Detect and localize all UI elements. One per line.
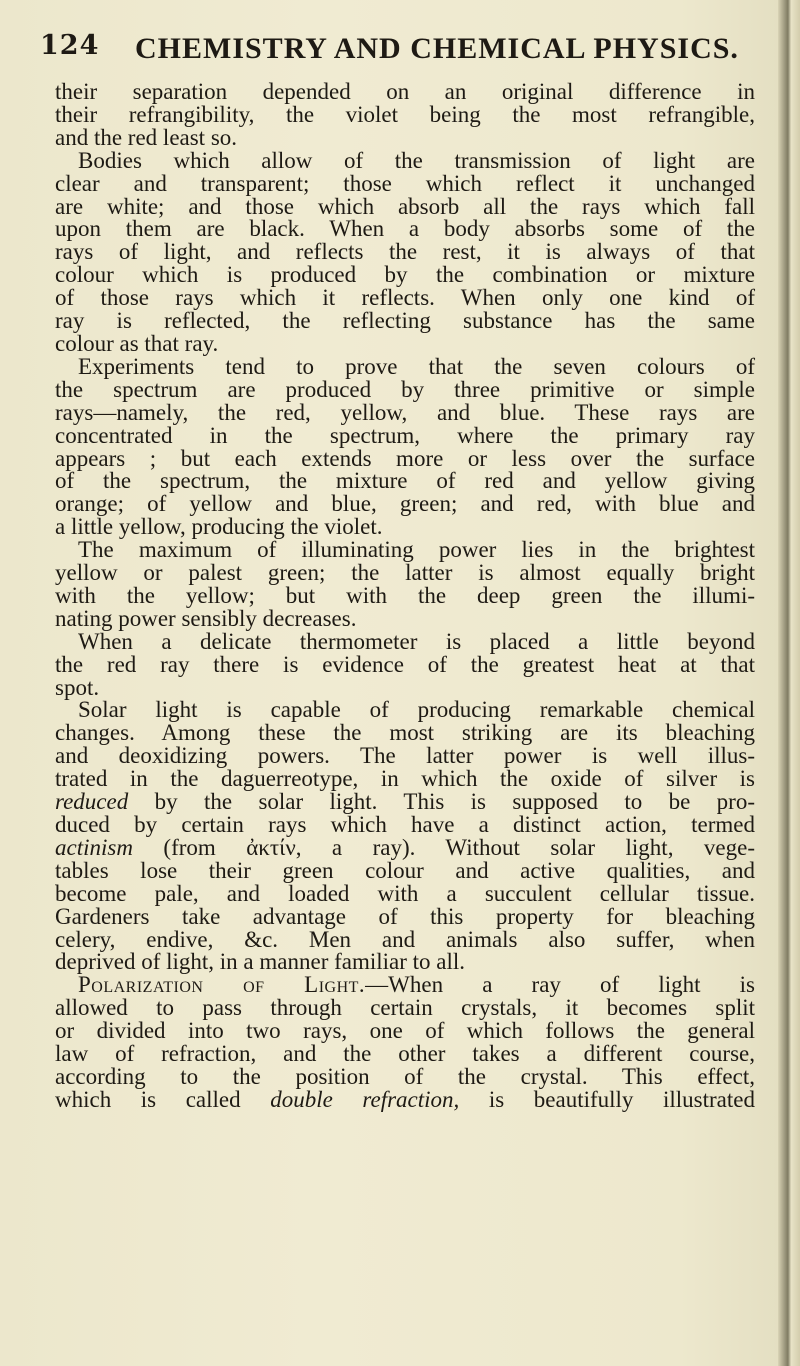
text-line: allowed to pass through certain crystals, it becomes split (55, 995, 755, 1021)
text-line: Bodies which allow of the transmission of light are (78, 147, 755, 173)
text-line: law of refraction, and the other takes a different course, (55, 1041, 755, 1067)
text-line: according to the position of the crystal. This effect, (55, 1063, 755, 1089)
text-line: become pale, and loaded with a succulent cellular tissue. (55, 880, 755, 906)
text-line: orange; of yellow and blue, green; and red, with blue and (55, 491, 755, 517)
text-line: Gardeners take advantage of this property for bleaching (55, 903, 755, 929)
running-title: CHEMISTRY AND CHEMICAL PHYSICS. (135, 32, 739, 65)
text-line: which is called double refraction, is beautifully illustrated (55, 1086, 755, 1112)
text-line: their refrangibility, the violet being the most refrangible, (55, 101, 755, 127)
text-line: their separation depended on an original difference in (55, 79, 755, 104)
text-line: yellow or palest green; the latter is almost equally bright (55, 560, 755, 586)
text-line: of the spectrum, the mixture of red and yellow giving (55, 468, 755, 494)
text-line: changes. Among these the most striking are its bleaching (55, 720, 755, 746)
page-number: 124 (40, 30, 100, 61)
text-line: tables lose their green colour and active qualities, and (55, 857, 755, 883)
italic-term: reduced (55, 789, 129, 815)
text-line: a little yellow, producing the violet. (55, 514, 383, 540)
text-line: ray is reflected, the reflecting substance has the same (55, 308, 755, 334)
text-line: nating power sensibly decreases. (55, 605, 357, 631)
text-line: reduced by the solar light. This is supposed to be pro- (55, 789, 755, 815)
text-line: Solar light is capable of producing remarkable chemical (78, 697, 755, 723)
text-line: the red ray there is evidence of the greatest heat at that (55, 651, 755, 677)
text-line: and deoxidizing powers. The latter power is well illus- (55, 743, 755, 769)
body-text (55, 81, 755, 1112)
text-line: Polarization of Light.—When a ray of light is (78, 972, 755, 998)
running-header (40, 30, 740, 74)
text-line: spot. (55, 674, 100, 700)
text-line: the spectrum are produced by three primitive or simple (55, 376, 755, 402)
text-line: rays of light, and reflects the rest, it is always of that (55, 239, 755, 265)
text-line: rays—namely, the red, yellow, and blue. These rays are (55, 399, 755, 425)
italic-term: double refraction, (270, 1086, 460, 1112)
text-line: actinism (from ἀκτίν, a ray). Without solar light, vege- (55, 834, 755, 860)
section-heading: Polarization of Light. (78, 972, 366, 998)
text-line: are white; and those which absorb all the rays which fall (55, 193, 755, 219)
text-line: The maximum of illuminating power lies in the brightest (78, 537, 755, 563)
text-line: appears ; but each extends more or less over the surface (55, 445, 755, 471)
text-line: When a delicate thermometer is placed a little beyond (78, 628, 755, 654)
text-line: of those rays which it reflects. When only one kind of (55, 285, 755, 311)
text-line: with the yellow; but with the deep green the illumi- (55, 582, 755, 608)
text-line: duced by certain rays which have a distinct action, termed (55, 812, 755, 837)
text-line: Experiments tend to prove that the seven colours of (78, 353, 755, 379)
text-line: celery, endive, &c. Men and animals also suffer, when (55, 926, 755, 952)
text-line: and the red least so. (55, 124, 238, 150)
text-line: concentrated in the spectrum, where the primary ray (55, 422, 755, 448)
text-line: upon them are black. When a body absorbs some of the (55, 216, 755, 242)
text-line: colour as that ray. (55, 330, 219, 356)
text-line: clear and transparent; those which reflect it unchanged (55, 170, 755, 196)
page-edge-shadow (778, 0, 800, 1366)
text-line: deprived of light, in a manner familiar to all. (55, 949, 466, 975)
italic-term: actinism (55, 834, 133, 860)
text-line: colour which is produced by the combination or mixture (55, 262, 755, 288)
text-line: trated in the daguerreotype, in which the oxide of silver is (55, 766, 755, 792)
text-line: or divided into two rays, one of which follows the general (55, 1018, 755, 1044)
